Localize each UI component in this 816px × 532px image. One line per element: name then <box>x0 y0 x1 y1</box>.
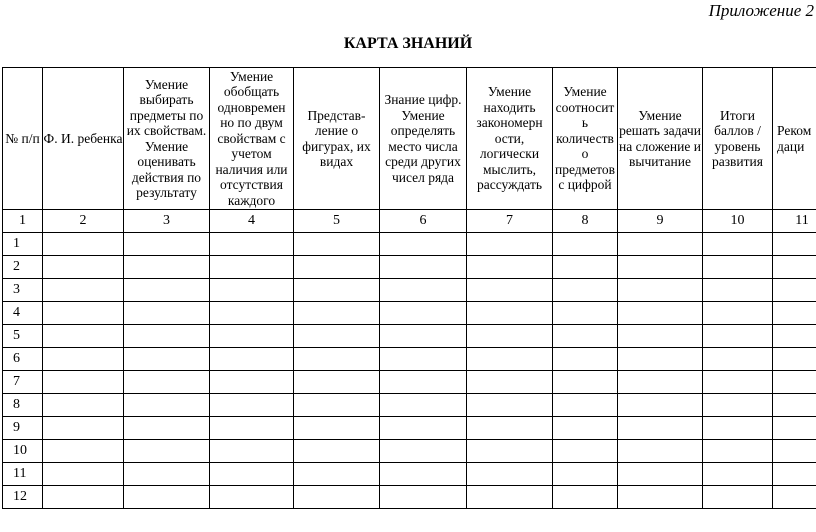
header-cell <box>773 68 816 210</box>
header-cell <box>703 68 773 210</box>
row-number: 12 <box>3 486 43 509</box>
table-cell <box>210 325 294 348</box>
table-row <box>3 325 816 348</box>
knowledge-map-table <box>2 67 816 509</box>
table-cell <box>124 233 210 256</box>
table-cell <box>124 486 210 509</box>
table-cell <box>703 348 773 371</box>
row-number: 10 <box>3 440 43 463</box>
table-cell <box>553 417 618 440</box>
table-cell <box>618 371 703 394</box>
row-number: 5 <box>3 325 43 348</box>
table-cell <box>43 279 124 302</box>
table-cell <box>380 279 467 302</box>
row-number: 1 <box>3 233 43 256</box>
column-number: 7 <box>467 210 553 233</box>
table-cell <box>467 417 553 440</box>
row-number: 11 <box>3 463 43 486</box>
table-cell <box>124 371 210 394</box>
table-cell <box>294 302 380 325</box>
header-cell <box>553 68 618 210</box>
table-cell <box>124 325 210 348</box>
table-cell <box>380 486 467 509</box>
header-skill-generalize: Умение обобщать одновремен но по двум свойствам с учетом наличия или отсутствия каждого <box>215 68 288 208</box>
table-cell <box>467 233 553 256</box>
table-cell <box>43 463 124 486</box>
table-cell <box>553 440 618 463</box>
table-cell <box>773 279 816 302</box>
table-cell <box>773 256 816 279</box>
header-cell <box>618 68 703 210</box>
table-cell <box>467 325 553 348</box>
table-cell <box>380 371 467 394</box>
table-cell <box>553 233 618 256</box>
header-patterns: Умение находить закономерн ости, логически мыслить, рассуждать <box>476 84 543 193</box>
column-number: 8 <box>553 210 618 233</box>
table-cell <box>380 417 467 440</box>
table-cell <box>43 371 124 394</box>
table-cell <box>380 233 467 256</box>
table-cell <box>553 256 618 279</box>
table-cell <box>210 440 294 463</box>
header-row <box>3 68 816 210</box>
table-row <box>3 302 816 325</box>
table-cell <box>43 417 124 440</box>
table-cell <box>467 486 553 509</box>
table-cell <box>43 394 124 417</box>
table-cell <box>294 233 380 256</box>
table-cell <box>773 394 816 417</box>
header-total-score: Итоги баллов / уровень развития <box>711 107 763 169</box>
table-cell <box>467 279 553 302</box>
table-cell <box>380 463 467 486</box>
table-cell <box>294 417 380 440</box>
table-cell <box>380 256 467 279</box>
table-cell <box>618 233 703 256</box>
table-row <box>3 256 816 279</box>
row-number: 8 <box>3 394 43 417</box>
table-cell <box>618 348 703 371</box>
table-cell <box>124 463 210 486</box>
table-cell <box>380 302 467 325</box>
table-cell <box>294 256 380 279</box>
table-row <box>3 371 816 394</box>
column-number: 5 <box>294 210 380 233</box>
table-row <box>3 279 816 302</box>
table-cell <box>773 486 816 509</box>
header-cell <box>3 68 43 210</box>
table-cell <box>210 486 294 509</box>
header-recommendations: Реком даци <box>777 123 812 154</box>
header-cell <box>124 68 210 210</box>
table-cell <box>618 256 703 279</box>
table-cell <box>43 440 124 463</box>
column-number: 9 <box>618 210 703 233</box>
table-cell <box>618 325 703 348</box>
table-cell <box>380 348 467 371</box>
table-row <box>3 463 816 486</box>
table-cell <box>294 463 380 486</box>
table-cell <box>467 256 553 279</box>
table-cell <box>553 279 618 302</box>
table-cell <box>124 302 210 325</box>
table-cell <box>773 348 816 371</box>
table-cell <box>124 279 210 302</box>
table-cell <box>210 463 294 486</box>
header-arithmetic: Умение решать задачи на сложение и вычитание <box>619 107 701 169</box>
table-cell <box>773 371 816 394</box>
table-cell <box>773 417 816 440</box>
table-cell <box>294 348 380 371</box>
column-number: 4 <box>210 210 294 233</box>
table-cell <box>553 325 618 348</box>
table-row <box>3 417 816 440</box>
table-cell <box>553 302 618 325</box>
table-cell <box>467 440 553 463</box>
header-digits: Знание цифр. Умение определять место числа среди других чисел ряда <box>384 92 462 185</box>
appendix-label: Приложение 2 <box>708 1 814 20</box>
table-cell <box>294 394 380 417</box>
table-cell <box>703 463 773 486</box>
table-cell <box>703 486 773 509</box>
table-cell <box>703 302 773 325</box>
table-cell <box>618 417 703 440</box>
table-cell <box>773 463 816 486</box>
header-cell <box>43 68 124 210</box>
table-cell <box>553 371 618 394</box>
header-cell <box>380 68 467 210</box>
table-cell <box>467 463 553 486</box>
table-cell <box>703 371 773 394</box>
table-cell <box>618 463 703 486</box>
table-cell <box>553 486 618 509</box>
table-cell <box>773 302 816 325</box>
table-cell <box>553 463 618 486</box>
table-cell <box>618 302 703 325</box>
table-cell <box>43 256 124 279</box>
header-number: № п/п <box>5 130 40 146</box>
table-cell <box>210 302 294 325</box>
table-cell <box>294 486 380 509</box>
table-cell <box>703 279 773 302</box>
table-cell <box>467 348 553 371</box>
table-cell <box>553 394 618 417</box>
header-cell <box>294 68 380 210</box>
table-cell <box>703 394 773 417</box>
header-shapes: Представ- ление о фигурах, их видах <box>302 107 371 169</box>
table-cell <box>294 325 380 348</box>
table-cell <box>210 417 294 440</box>
table-cell <box>210 256 294 279</box>
table-cell <box>703 233 773 256</box>
column-number: 2 <box>43 210 124 233</box>
row-number: 7 <box>3 371 43 394</box>
table-cell <box>380 440 467 463</box>
table-cell <box>294 440 380 463</box>
column-number: 10 <box>703 210 773 233</box>
table-cell <box>553 348 618 371</box>
table-row <box>3 394 816 417</box>
column-number: 3 <box>124 210 210 233</box>
table-cell <box>703 256 773 279</box>
table-cell <box>618 394 703 417</box>
table-row <box>3 486 816 509</box>
table-cell <box>467 371 553 394</box>
table-cell <box>210 348 294 371</box>
table-cell <box>618 486 703 509</box>
table-row <box>3 440 816 463</box>
table-cell <box>703 440 773 463</box>
row-number: 6 <box>3 348 43 371</box>
table-cell <box>618 440 703 463</box>
table-cell <box>773 440 816 463</box>
table-row <box>3 348 816 371</box>
table-cell <box>124 348 210 371</box>
column-number: 6 <box>380 210 467 233</box>
header-child-name: Ф. И. ребенка <box>43 130 123 146</box>
table-cell <box>43 302 124 325</box>
table-cell <box>43 348 124 371</box>
table-row <box>3 233 816 256</box>
table-cell <box>43 233 124 256</box>
table-cell <box>467 302 553 325</box>
row-number: 3 <box>3 279 43 302</box>
column-number: 1 <box>3 210 43 233</box>
table-cell <box>124 440 210 463</box>
table-cell <box>773 233 816 256</box>
table-cell <box>380 325 467 348</box>
header-count-match: Умение соотносит ь количеств о предметов с цифрой <box>554 84 616 193</box>
table-cell <box>43 325 124 348</box>
table-cell <box>124 417 210 440</box>
table-cell <box>773 325 816 348</box>
table-cell <box>294 371 380 394</box>
table-cell <box>210 233 294 256</box>
table-cell <box>703 417 773 440</box>
table-cell <box>703 325 773 348</box>
column-number: 11 <box>773 210 816 233</box>
page-title: КАРТА ЗНАНИЙ <box>343 35 473 52</box>
table-cell <box>467 394 553 417</box>
table-cell <box>124 256 210 279</box>
row-number: 4 <box>3 302 43 325</box>
row-number: 2 <box>3 256 43 279</box>
table-cell <box>43 486 124 509</box>
table-cell <box>210 394 294 417</box>
header-cell <box>210 68 294 210</box>
header-cell <box>467 68 553 210</box>
table-cell <box>294 279 380 302</box>
table-cell <box>380 394 467 417</box>
row-number: 9 <box>3 417 43 440</box>
header-skill-select-objects: Умение выбирать предметы по их свойствам. Умение оценивать действия по результату <box>126 76 207 200</box>
table-cell <box>124 394 210 417</box>
table-cell <box>210 279 294 302</box>
table-cell <box>618 279 703 302</box>
column-number-row <box>3 210 816 233</box>
table-cell <box>210 371 294 394</box>
